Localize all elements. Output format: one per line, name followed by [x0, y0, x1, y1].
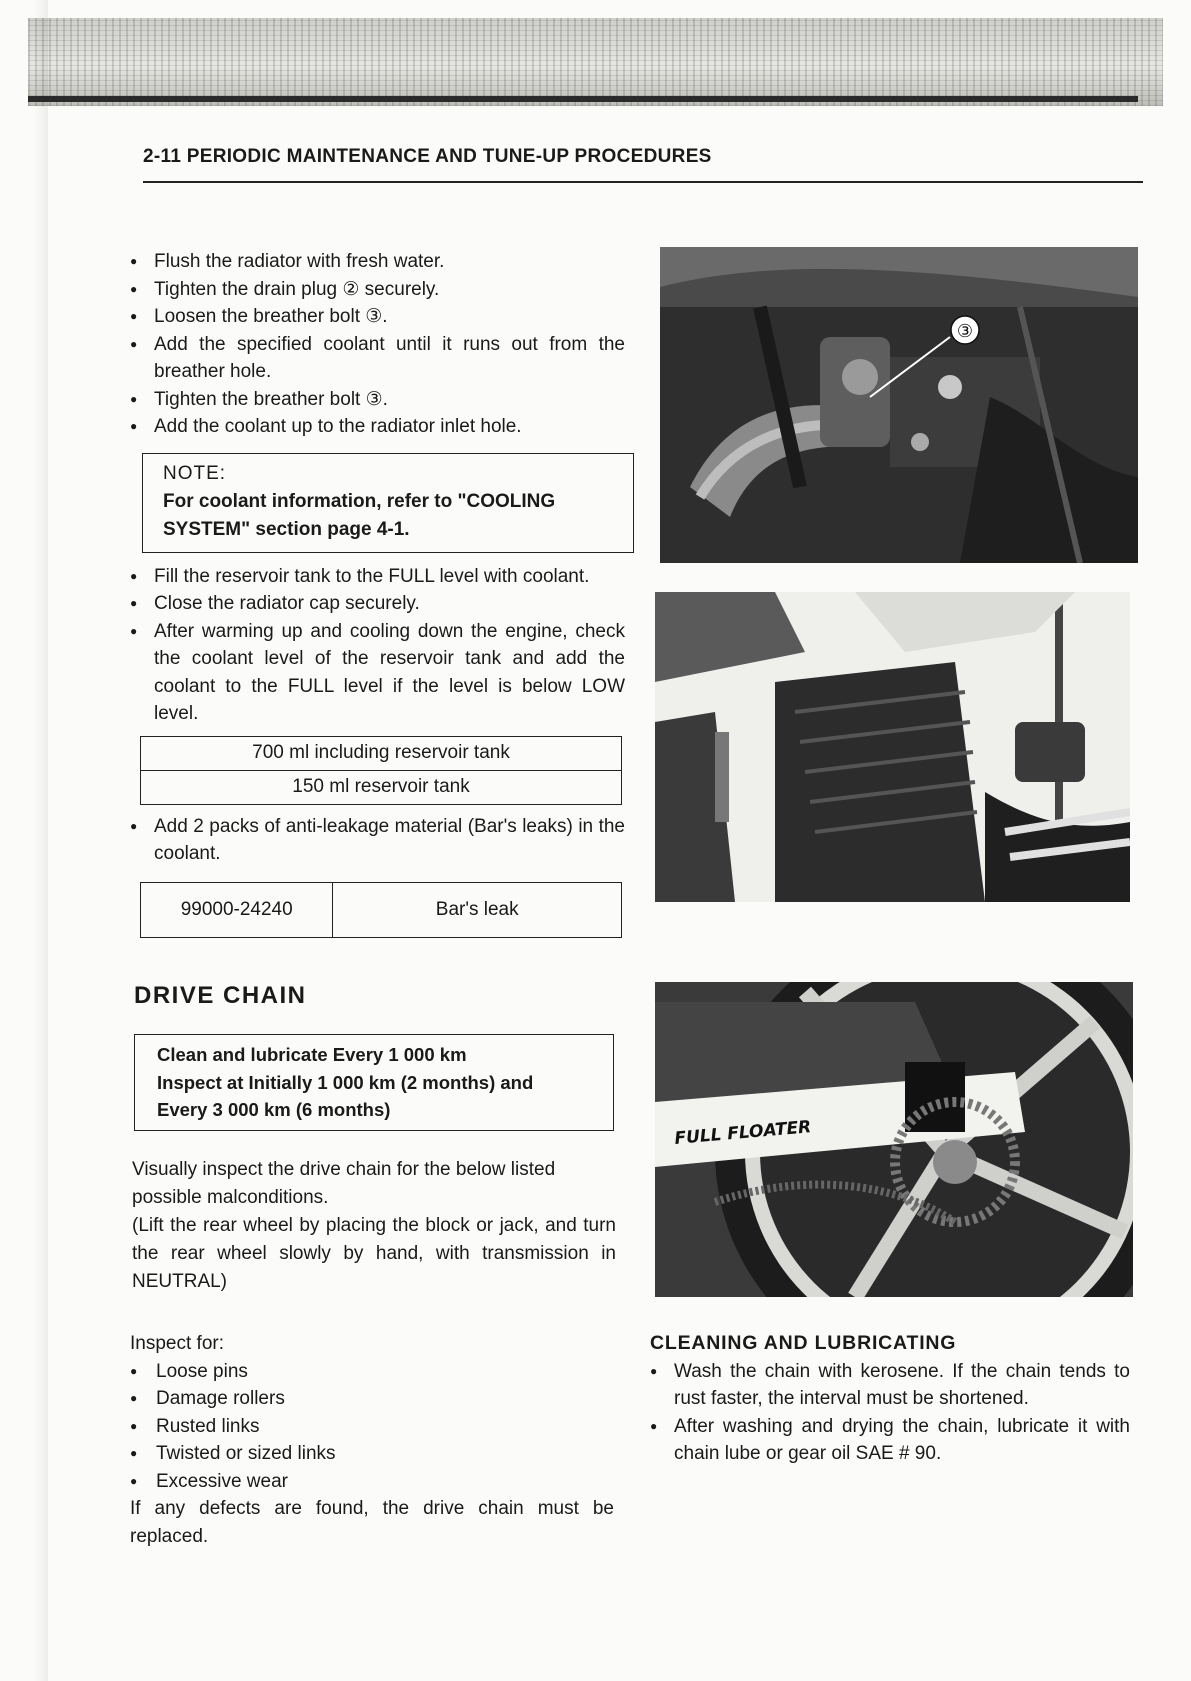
- capacity-total: 700 ml including reservoir tank: [141, 736, 622, 770]
- list-item: ● Close the radiator cap securely.: [130, 590, 625, 618]
- list-item: ● Loosen the breather bolt ③.: [130, 303, 625, 331]
- scan-top-rule: [28, 96, 1138, 102]
- list-item: ● Rusted links: [130, 1413, 614, 1441]
- cleaning-section: [650, 1330, 1130, 1468]
- part-table: [140, 882, 622, 938]
- photo-reservoir-tank: [655, 592, 1130, 902]
- list-item: ● Add the specified coolant until it runs out from the breather hole.: [130, 331, 625, 386]
- list-item: ● Tighten the breather bolt ③.: [130, 386, 625, 414]
- note-body: For coolant information, refer to "COOLING SYSTEM" section page 4-1.: [163, 490, 556, 540]
- callout-label: ③: [956, 321, 974, 342]
- list-item: ● After washing and drying the chain, lubricate it with chain lube or gear oil SAE # 90.: [650, 1413, 1130, 1468]
- list-item: ● Excessive wear: [130, 1468, 614, 1496]
- inspection-list: [130, 1330, 614, 1550]
- left-column: [130, 248, 625, 938]
- list-item: ● Fill the reservoir tank to the FULL level with coolant.: [130, 563, 625, 591]
- photo-drive-chain: [655, 982, 1133, 1297]
- note-box: [142, 453, 634, 553]
- part-name: Bar's leak: [333, 882, 622, 937]
- list-item: ● Tighten the drain plug ② securely.: [130, 276, 625, 304]
- coolant-steps-c: [130, 813, 625, 868]
- swingarm-label: FULL FLOATER: [673, 1117, 813, 1149]
- page-header: 2-11 PERIODIC MAINTENANCE AND TUNE-UP PROCEDURES: [143, 146, 712, 167]
- cleaning-items: [650, 1358, 1130, 1468]
- list-item: ● Damage rollers: [130, 1385, 614, 1413]
- note-heading: NOTE:: [163, 462, 227, 484]
- list-item: ● After warming up and cooling down the engine, check the coolant level of the reservoir tank and add the coolant to the FULL level if the level is below LOW level.: [130, 618, 625, 728]
- scan-top-band: [28, 18, 1163, 106]
- interval-box: [134, 1034, 614, 1131]
- inspect-label: Inspect for:: [130, 1333, 224, 1354]
- intro-text-2: (Lift the rear wheel by placing the block or jack, and turn the rear wheel slowly by hand, with transmission in NEUTRAL): [132, 1215, 616, 1292]
- list-item: ● Loose pins: [130, 1358, 614, 1386]
- inspection-intro: [132, 1156, 616, 1296]
- list-item: ● Twisted or sized links: [130, 1440, 614, 1468]
- header-rule: [143, 181, 1143, 183]
- interval-line: Every 3 000 km (6 months): [157, 1099, 391, 1120]
- part-number: 99000-24240: [141, 882, 333, 937]
- inspect-items: [130, 1358, 614, 1496]
- coolant-capacity-table: [140, 736, 622, 805]
- conclusion-text: If any defects are found, the drive chain must be replaced.: [130, 1498, 614, 1547]
- scan-left-edge: [0, 0, 48, 1681]
- cleaning-title: CLEANING AND LUBRICATING: [650, 1332, 957, 1354]
- list-item: ● Wash the chain with kerosene. If the chain tends to rust faster, the interval must be shortened.: [650, 1358, 1130, 1413]
- coolant-steps-a: [130, 248, 625, 441]
- interval-line: Inspect at Initially 1 000 km (2 months) and: [157, 1071, 534, 1093]
- photo-breather-bolt: [660, 247, 1138, 563]
- list-item: ● Add 2 packs of anti-leakage material (Bar's leaks) in the coolant.: [130, 813, 625, 868]
- section-title-drive-chain: DRIVE CHAIN: [134, 982, 307, 1009]
- capacity-reservoir: 150 ml reservoir tank: [141, 770, 622, 804]
- coolant-steps-b: [130, 563, 625, 728]
- interval-line: Clean and lubricate Every 1 000 km: [157, 1044, 467, 1065]
- list-item: ● Flush the radiator with fresh water.: [130, 248, 625, 276]
- intro-text: Visually inspect the drive chain for the below listed possible malconditions.: [132, 1159, 556, 1208]
- list-item: ● Add the coolant up to the radiator inlet hole.: [130, 413, 625, 441]
